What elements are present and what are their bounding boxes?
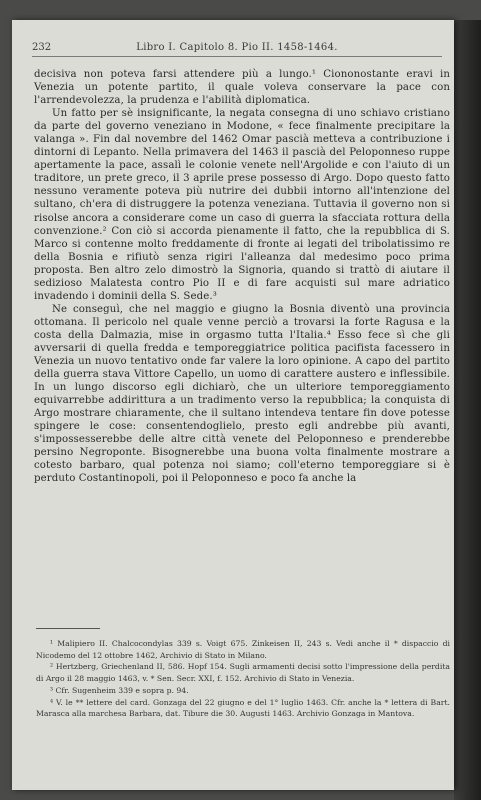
paragraph-2: Un fatto per sè insignificante, la negata consegna di uno schiavo cristiano da parte del governo veneziano in Modone, « fece finalmente precipitare la valanga ». Fin dal novembre del 1462 Omar pascià metteva a contribuzione i dintorni di Lepanto. Nella primavera del 1463 il pascià del Peloponneso ruppe apertamente la pace, assalì le colonie venete nell'Argolide e con l'aiuto di un traditore, un prete greco, il 3 aprile prese possesso di Argo. Dopo questo fatto nessuno veramente poteva più nutrire dei dubbii intorno all'intenzione del sultano, ch'era di distruggere la potenza veneziana. Tuttavia il governo non si risolse ancora a considerare come un caso di guerra la sfacciata rottura della convenzione.² Con ciò si accorda pienamente il fatto, che la repubblica di S. Marco si contenne molto freddamente di fronte ai legati del tribolatissimo re della Bosnia e rifiutò senza rigiri l'alleanza dal medesimo poco prima proposta. Ben altro zelo dimostrò la Signoria, quando si trattò di aiutare il sedizioso Malatesta contro Pio II e di fare acquisti sul mare adriatico invadendo i dominii della S. Sede.³ <box>34 108 450 302</box>
footnotes <box>36 638 450 720</box>
binding-gutter-shadow <box>454 20 481 800</box>
book-page <box>12 20 454 790</box>
footnote-2: ² Hertzberg, Griechenland II, 586. Hopf 154. Sugli armamenti decisi sotto l'impressione della perdita di Argo il 28 maggio 1463, v. * Sen. Secr. XXI, f. 152. Archivio di Stato in Venezia. <box>36 662 450 684</box>
footnote-1: ¹ Malipiero II. Chalcocondylas 339 s. Voigt 675. Zinkeisen II, 243 s. Vedi anche il * dispaccio di Nicodemo del 12 ottobre 1462, Archivio di Stato in Milano. <box>36 639 450 660</box>
running-title: Libro I. Capitolo 8. Pio II. 1458-1464. <box>136 42 338 53</box>
page-header <box>32 42 442 57</box>
paragraph-1: decisiva non poteva farsi attendere più a lungo.¹ Ciononostante eravi in Venezia un potente partito, il quale voleva conservare la pace con l'arrendevolezza, la prudenza e l'abilità diplomatica. <box>34 69 450 107</box>
footnote-4: ⁴ V. le ** lettere del card. Gonzaga del 22 giugno e del 1° luglio 1463. Cfr. anche la * lettera di Bart. Marasca alla marchesa Barbara, dat. Tibure die 30. Augusti 1463. Archivio Gonzaga in Mantova. <box>36 697 450 719</box>
page-number: 232 <box>32 42 52 53</box>
paragraph-3: Ne conseguì, che nel maggio e giugno la Bosnia diventò una provincia ottomana. Il pericolo nel quale venne perciò a trovarsi la forte Ragusa e la costa della Dalmazia, mise in orgasmo tutta l'Italia.⁴ Esso fece sì che gli avversarii di quella fredda e temporeggiatrice politica pacifista facessero in Venezia un nuovo tentativo onde far valere la loro opinione. A capo del partito della guerra stava Vittore Capello, un uomo di carattere austero e inflessibile. In un lungo discorso egli dichiarò, che un ulteriore temporeggiamento equivarrebbe addirittura a un tradimento verso la repubblica; la conquista di Argo mostrare chiaramente, che il sultano intendeva tentare fin dove potesse spingere le cose: consentendoglielo, presto egli andrebbe più avanti, s'impossesserebbe delle altre città venete del Peloponneso e prenderebbe persino Negroponte. Bisognerebbe una buona volta finalmente mostrare a cotesto barbaro, qual potenza noi siamo; coll'eterno temporeggiare si è perduto Costantinopoli, poi il Peloponneso e poco fa anche la <box>34 303 450 485</box>
main-text <box>34 68 450 486</box>
footnote-rule <box>36 628 100 629</box>
footnote-3: ³ Cfr. Sugenheim 339 e sopra p. 94. <box>50 685 189 695</box>
